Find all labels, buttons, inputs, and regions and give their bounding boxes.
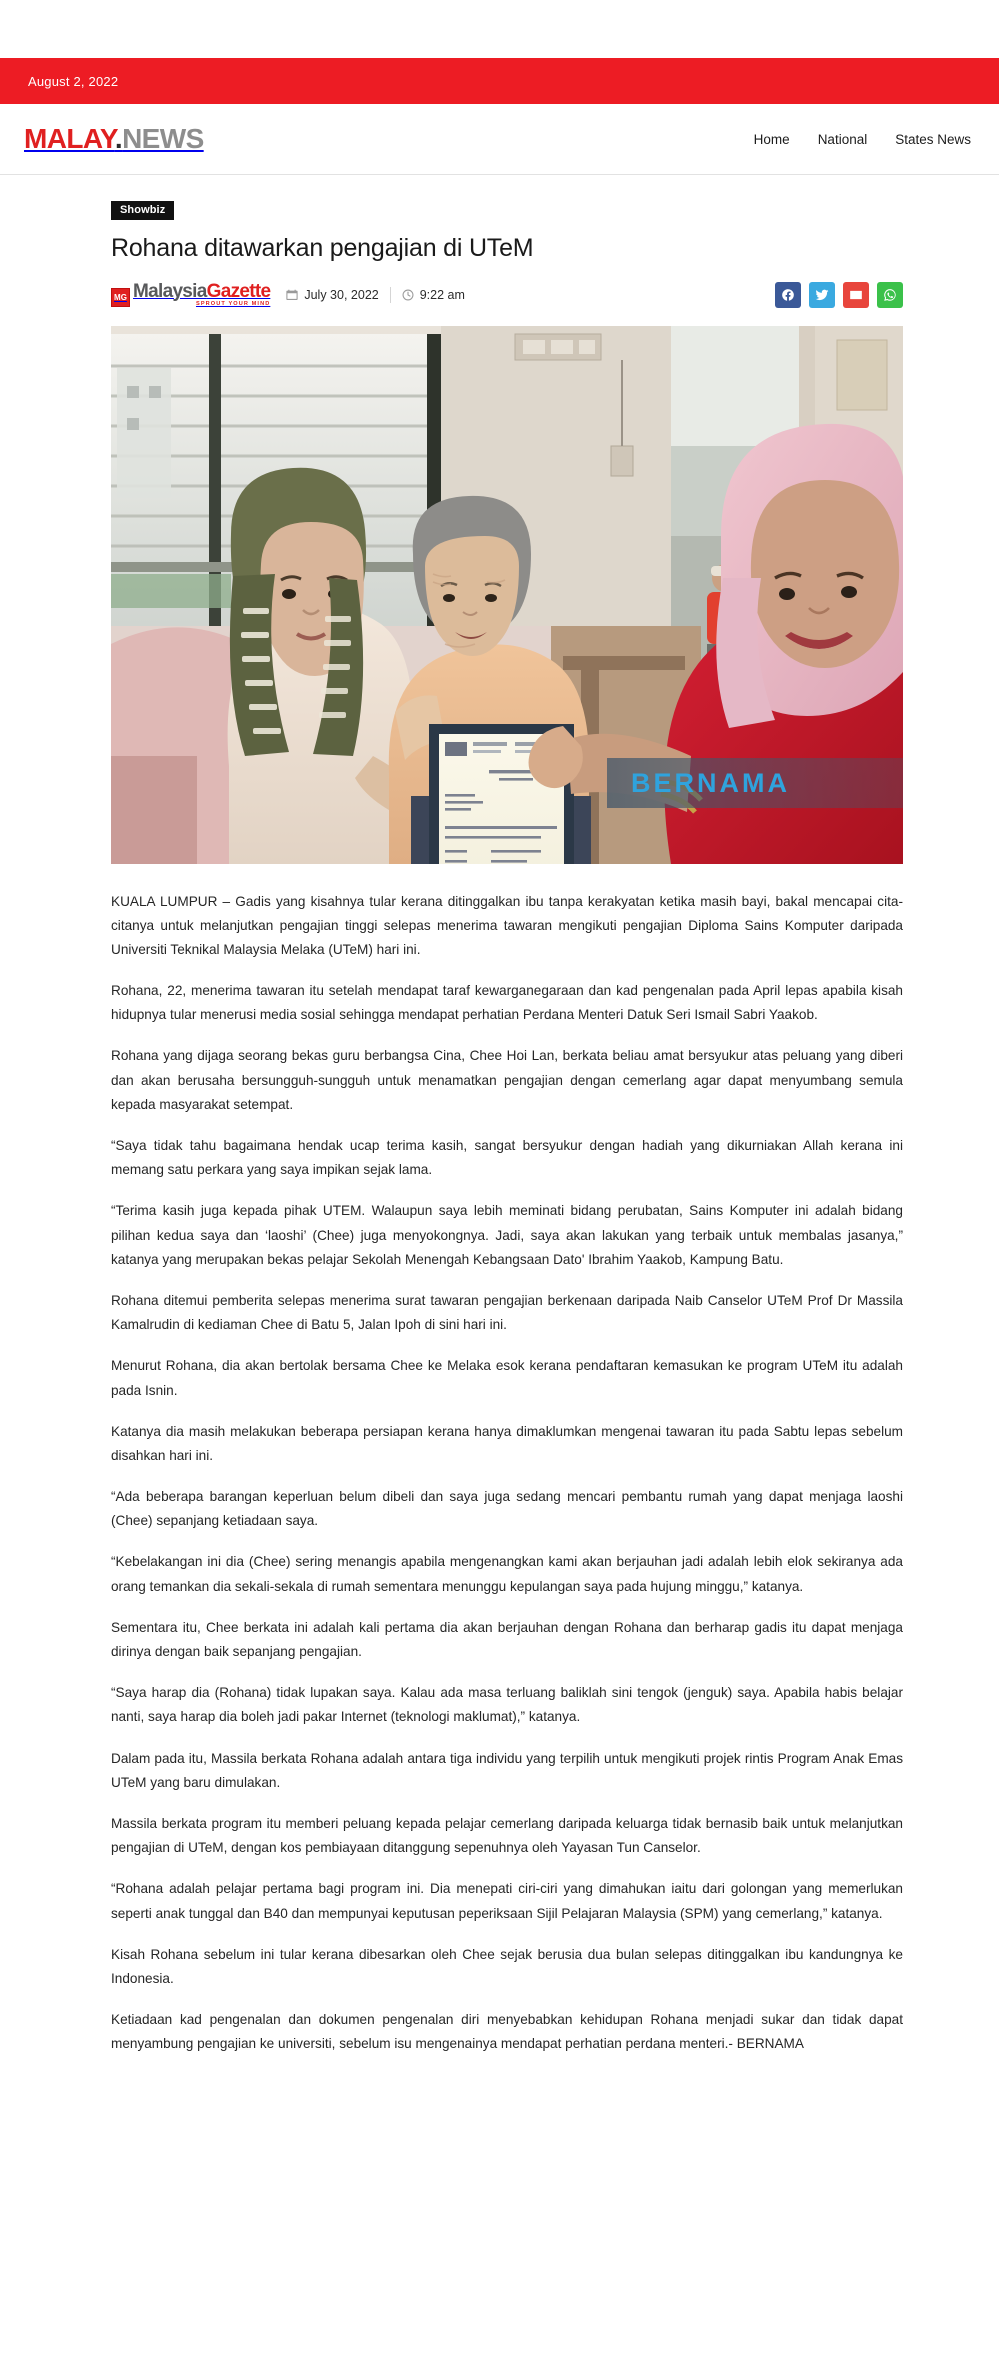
article-paragraph: Rohana ditemui pemberita selepas menerima surat tawaran pengajian berkenaan daripada Naib Canselor UTeM Prof Dr Massila Kamalrudin di kediaman Chee di Batu 5, Jalan Ipoh di sini hari ini.	[111, 1292, 903, 1333]
logo-text-dot: .	[114, 123, 123, 154]
share-twitter-button[interactable]	[809, 282, 835, 308]
source-name-first: Malaysia	[133, 280, 207, 302]
article-paragraph: Rohana, 22, menerima tawaran itu setelah mendapat taraf kewarganegaraan dan kad pengenalan pada April lepas apabila kisah hidupnya tular menerusi media sosial sehingga mendapat perhatian Perdana Menteri Datuk Seri Ismail Sabri Yaakob.	[111, 983, 903, 1023]
share-whatsapp-button[interactable]	[877, 282, 903, 308]
article-container	[111, 200, 903, 2056]
current-date-label: August 2, 2022	[28, 73, 119, 89]
article-headline: Rohana ditawarkan pengajian di UTeM	[111, 234, 534, 262]
share-facebook-button[interactable]	[775, 282, 801, 308]
clock-icon	[402, 289, 414, 301]
meta-divider	[390, 287, 391, 303]
article-paragraph: Rohana yang dijaga seorang bekas guru berbangsa Cina, Chee Hoi Lan, berkata beliau amat bersyukur atas peluang yang diberi dan akan berusaha bersungguh-sungguh untuk menamatkan pengajian dengan cemerlang agar dapat menyumbang semula kepada masyarakat setempat.	[111, 1048, 903, 1112]
article-body	[111, 890, 903, 2057]
article-hero-image	[111, 326, 903, 864]
article-paragraph: Sementara itu, Chee berkata ini adalah kali pertama dia akan berjauhan dengan Rohana dan berharap gadis itu dapat menjaga dirinya dengan baik sepanjang pengajian.	[111, 1619, 903, 1659]
logo-text-secondary: NEWS	[122, 123, 204, 154]
category-badge[interactable]: Showbiz	[111, 201, 174, 220]
image-watermark-text: BERNAMA	[631, 767, 790, 798]
article-paragraph: “Kebelakangan ini dia (Chee) sering menangis apabila mengenangkan kami akan berjauhan jadi adalah lebih elok sekiranya ada orang temankan dia sekali-sekala di rumah sementara menunggu kepulangan saya pada hujung minggu,” katanya.	[111, 1554, 903, 1594]
source-name-second: Gazette	[206, 280, 271, 302]
whatsapp-icon	[883, 288, 897, 302]
nav-item-home[interactable]: Home	[753, 131, 790, 147]
source-logo-malaysia-gazette[interactable]	[111, 282, 270, 308]
facebook-icon	[781, 288, 795, 302]
share-email-button[interactable]	[843, 282, 869, 308]
main-navigation	[754, 132, 971, 147]
nav-item-national[interactable]: National	[817, 131, 868, 147]
logo-text-primary: MALAY	[24, 123, 115, 154]
article-paragraph: Katanya dia masih melakukan beberapa persiapan kerana hanya dimaklumkan mengenai tawaran itu pada Sabtu lepas sebelum disahkan hari ini.	[111, 1423, 903, 1463]
envelope-icon	[849, 288, 863, 302]
article-paragraph: “Saya harap dia (Rohana) tidak lupakan saya. Kalau ada masa terluang baliklah sini tengok (jenguk) saya. Apabila habis belajar nanti, saya harap dia boleh jadi pakar Internet (teknologi maklumat),” katanya.	[111, 1685, 903, 1725]
article-paragraph: “Saya tidak tahu bagaimana hendak ucap terima kasih, sangat bersyukur dengan hadiah yang dikurniakan Allah kerana ini memang satu perkara yang saya impikan sejak lama.	[111, 1138, 903, 1178]
publish-date	[286, 288, 378, 302]
article-paragraph: KUALA LUMPUR – Gadis yang kisahnya tular kerana ditinggalkan ibu tanpa kerakyatan ketika masih bayi, bakal mencapai cita-citanya untuk melanjutkan pengajian tinggi selepas menerima tawaran mengikuti pengajian Diploma Sains Komputer daripada Universiti Teknikal Malaysia Melaka (UTeM) hari ini.	[111, 893, 903, 957]
article-paragraph: “Terima kasih juga kepada pihak UTEM. Walaupun saya lebih meminati bidang perubatan, Sains Komputer ini adalah bidang pilihan kedua saya dan ‘laoshi’ (Chee) juga menyokongnya. Jadi, saya akan lakukan yang terbaik untuk membalas jasanya,” katanya yang merupakan bekas pelajar Sekolah Menengah Kebangsaan Dato' Ibrahim Yaakob, Kampung Batu.	[111, 1203, 903, 1267]
nav-item-states-news[interactable]: States News	[895, 131, 971, 147]
article-paragraph: “Ada beberapa barangan keperluan belum dibeli dan saya juga sedang mencari pembantu rumah yang dapat menjaga laoshi (Chee) sepanjang ketiadaan saya.	[111, 1489, 903, 1529]
twitter-icon	[815, 288, 829, 302]
source-logo-wordmark	[133, 282, 270, 308]
article-paragraph: Kisah Rohana sebelum ini tular kerana dibesarkan oleh Chee sejak berusia dua bulan selepas ditinggalkan ibu kandungnya ke Indonesia.	[111, 1946, 903, 1986]
article-paragraph: “Rohana adalah pelajar pertama bagi program ini. Dia menepati ciri-ciri yang dimahukan iaitu dari golongan yang memerlukan seperti anak tunggal dan B40 dan mempunyai keputusan peperiksaan Sijil Pelajaran Malaysia (SPM) yang cemerlang,” katanya.	[111, 1881, 903, 1921]
source-tagline: SPROUT YOUR MIND	[195, 300, 271, 307]
calendar-icon	[286, 289, 298, 301]
publish-time	[402, 288, 465, 302]
source-logo-mark: MG	[111, 288, 130, 307]
publish-time-text: 9:22 am	[419, 287, 465, 302]
publish-date-text: July 30, 2022	[304, 287, 379, 302]
article-byline	[111, 280, 903, 310]
byline-left-group	[111, 282, 465, 308]
top-date-bar	[0, 58, 999, 104]
article-meta	[286, 287, 465, 303]
hero-photo-illustration	[111, 326, 903, 864]
site-header	[0, 104, 999, 175]
article-paragraph: Ketiadaan kad pengenalan dan dokumen pengenalan diri menyebabkan kehidupan Rohana menjadi sukar dan tidak dapat menyambung pengajian ke universiti, sebelum isu mengenainya mendapat perhatian perdana menteri.- BERNAMA	[111, 2012, 903, 2052]
article-paragraph: Dalam pada itu, Massila berkata Rohana adalah antara tiga individu yang terpilih untuk mengikuti projek rintis Program Anak Emas UTeM yang baru dimulakan.	[111, 1750, 903, 1790]
social-share-buttons	[775, 282, 903, 308]
site-logo[interactable]	[24, 125, 204, 153]
article-paragraph: Menurut Rohana, dia akan bertolak bersama Chee ke Melaka esok kerana pendaftaran kemasukan ke program UTeM itu adalah pada Isnin.	[111, 1358, 903, 1398]
article-paragraph: Massila berkata program itu memberi peluang kepada pelajar cemerlang daripada keluarga tidak bernasib baik untuk melanjutkan pengajian di UTeM, dengan kos pembiayaan ditanggung sepenuhnya oleh Yayasan Tun Canselor.	[111, 1815, 903, 1856]
